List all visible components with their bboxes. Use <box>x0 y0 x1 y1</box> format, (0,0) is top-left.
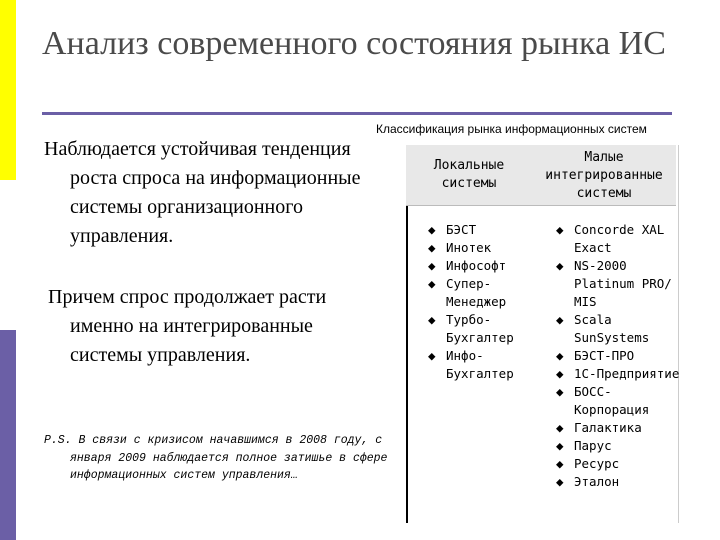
diamond-bullet-icon: ◆ <box>428 348 436 363</box>
diamond-bullet-icon: ◆ <box>556 384 564 399</box>
list-item: ◆ Concorde XAL Exact <box>556 222 665 255</box>
title-divider <box>42 112 672 115</box>
header-small-integrated-systems: Малые интегрированные системы <box>545 150 663 201</box>
diamond-bullet-icon: ◆ <box>428 240 436 255</box>
diamond-bullet-icon: ◆ <box>556 312 564 327</box>
list-item: ◆ Галактика <box>556 420 642 435</box>
diamond-bullet-icon: ◆ <box>556 456 564 471</box>
diamond-bullet-icon: ◆ <box>556 438 564 453</box>
diamond-bullet-icon: ◆ <box>428 258 436 273</box>
diamond-bullet-icon: ◆ <box>556 258 564 273</box>
diamond-bullet-icon: ◆ <box>556 474 564 489</box>
list-item: ◆ Инфо-Бухгалтер <box>428 348 514 381</box>
table-header <box>406 145 676 206</box>
list-item: ◆ 1С-Предприятие <box>556 366 680 381</box>
list-item: ◆ БЭСТ-ПРО <box>556 348 635 363</box>
diamond-bullet-icon: ◆ <box>428 312 436 327</box>
postscript-note: P.S. В связи с кризисом начавшимся в 2008 году, с января 2009 наблюдается полное затишье в сфере информационных систем управления… <box>44 434 388 482</box>
list-item: ◆ БОСС-Корпорация <box>556 384 650 417</box>
list-item: ◆ Инфософт <box>428 258 507 273</box>
diamond-bullet-icon: ◆ <box>556 420 564 435</box>
header-local-systems: Локальные системы <box>433 158 505 191</box>
accent-bar-yellow <box>0 0 16 180</box>
list-item: ◆ NS-2000 Platinum PRO/ MIS <box>556 258 672 309</box>
list-item: ◆ Парус <box>556 438 612 453</box>
list-item: ◆ Эталон <box>556 474 620 489</box>
figure-caption: Классификация рынка информационных систем <box>376 122 647 136</box>
diamond-bullet-icon: ◆ <box>428 276 436 291</box>
diamond-bullet-icon: ◆ <box>428 222 436 237</box>
slide-title: Анализ современного состояния рынка ИС <box>42 25 666 62</box>
small-integrated-systems-list <box>556 221 680 491</box>
paragraph-demand-trend: Наблюдается устойчивая тенденция роста спроса на информационные системы организационного управления. <box>44 138 361 247</box>
list-item: ◆ Scala SunSystems <box>556 312 650 345</box>
list-item: ◆ БЭСТ <box>428 222 477 237</box>
accent-bar-purple <box>0 330 16 540</box>
local-systems-list <box>428 221 548 383</box>
diamond-bullet-icon: ◆ <box>556 222 564 237</box>
list-item: ◆ Супер-Менеджер <box>428 276 507 309</box>
paragraph-integrated-demand: Причем спрос продолжает расти именно на интегрированные системы управления. <box>48 286 327 366</box>
diamond-bullet-icon: ◆ <box>556 348 564 363</box>
list-item: ◆ Ресурс <box>556 456 620 471</box>
list-item: ◆ Турбо-Бухгалтер <box>428 312 514 345</box>
list-item: ◆ Инотек <box>428 240 492 255</box>
diamond-bullet-icon: ◆ <box>556 366 564 381</box>
